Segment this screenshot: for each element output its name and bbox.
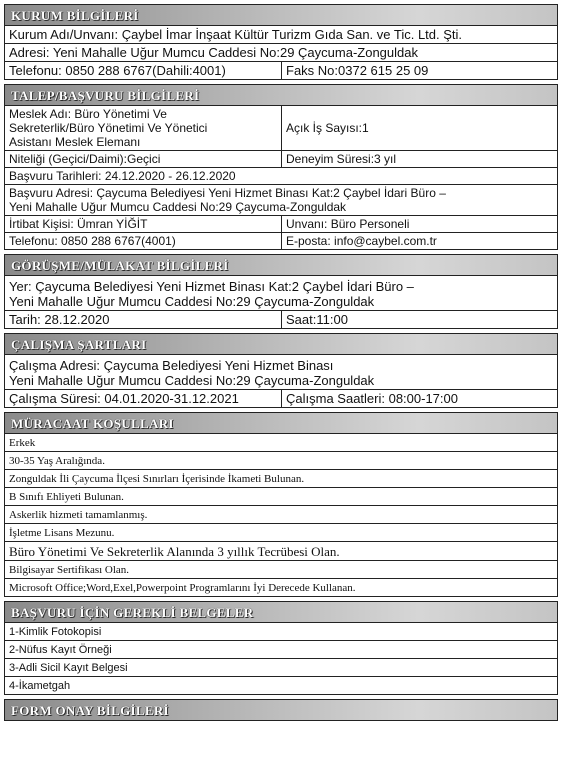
condition-text: İşletme Lisans Mezunu. (9, 527, 115, 539)
talep-eposta: E-posta: info@caybel.com.tr (281, 233, 557, 249)
job-posting-document (4, 4, 558, 721)
talep-telefon: Telefonu: 0850 288 6767(4001) (9, 234, 176, 248)
document-text: 2-Nüfus Kayıt Örneği (9, 644, 112, 656)
condition-text: Zonguldak İli Çaycuma İlçesi Sınırları İçerisinde İkameti Bulunan. (9, 473, 305, 485)
section-header-calisma (4, 333, 558, 355)
section-header-kurum (4, 4, 558, 26)
list-item (4, 524, 558, 542)
section-header-form-onay (4, 699, 558, 721)
yer-line: Yer: Çaycuma Belediyesi Yeni Hizmet Binası Kat:2 Çaybel İdari Büro – (9, 279, 414, 294)
table-row (4, 216, 558, 233)
talep-unvani: Unvanı: Büro Personeli (281, 216, 557, 232)
section-title: FORM ONAY BİLGİLERİ (11, 703, 169, 718)
list-item (4, 470, 558, 488)
condition-text: B Sınıfı Ehliyeti Bulunan. (9, 491, 124, 503)
talep-deneyim: Deneyim Süresi:3 yıl (281, 151, 557, 167)
yer-line: Yeni Mahalle Uğur Mumcu Caddesi No:29 Çaycuma-Zonguldak (9, 294, 375, 309)
section-header-belgeler (4, 601, 558, 623)
table-row (4, 390, 558, 408)
document-text: 4-İkametgah (9, 680, 71, 692)
talep-acik-is (281, 106, 557, 150)
list-item (4, 542, 558, 561)
table-row (4, 168, 558, 185)
section-header-gorusme (4, 254, 558, 276)
section-title: ÇALIŞMA ŞARTLARI (11, 337, 147, 352)
section-title: TALEP/BAŞVURU BİLGİLERİ (11, 88, 200, 103)
list-item (4, 641, 558, 659)
document-text: 3-Adli Sicil Kayıt Belgesi (9, 662, 128, 674)
adres-line: Yeni Mahalle Uğur Mumcu Caddesi No:29 Çaycuma-Zonguldak (9, 200, 347, 214)
kurum-unvan: Kurum Adı/Unvanı: Çaybel İmar İnşaat Kültür Turizm Gıda San. ve Tic. Ltd. Şti. (9, 27, 463, 42)
table-row (4, 62, 558, 80)
condition-text: Erkek (9, 437, 36, 449)
adres-line: Başvuru Adresi: Çaycuma Belediyesi Yeni Hizmet Binası Kat:2 Çaybel İdari Büro – (9, 186, 446, 200)
calisma-adres (5, 355, 557, 389)
section-header-talep (4, 84, 558, 106)
table-row (4, 26, 558, 44)
table-row (4, 44, 558, 62)
kurum-telefon: Telefonu: 0850 288 6767(Dahili:4001) (9, 63, 226, 78)
talep-tarihler: Başvuru Tarihleri: 24.12.2020 - 26.12.2020 (9, 169, 236, 183)
document-text: 1-Kimlik Fotokopisi (9, 626, 102, 638)
meslek-line: Asistanı Meslek Elemanı (9, 135, 141, 149)
table-row (4, 276, 558, 311)
table-row (4, 233, 558, 250)
list-item (4, 506, 558, 524)
condition-text: 30-35 Yaş Aralığında. (9, 455, 105, 467)
list-item (4, 677, 558, 695)
gorusme-saat: Saat:11:00 (281, 311, 557, 328)
talep-irtibat: İrtibat Kişisi: Ümran YİĞİT (9, 217, 148, 231)
table-row (4, 311, 558, 329)
kurum-adres: Adresi: Yeni Mahalle Uğur Mumcu Caddesi No:29 Çaycuma-Zonguldak (9, 45, 418, 60)
calisma-saatler: Çalışma Saatleri: 08:00-17:00 (281, 390, 557, 407)
section-header-muracaat (4, 412, 558, 434)
adres-line: Yeni Mahalle Uğur Mumcu Caddesi No:29 Çaycuma-Zonguldak (9, 373, 375, 388)
condition-text: Büro Yönetimi Ve Sekreterlik Alanında 3 yıllık Tecrübesi Olan. (9, 544, 340, 559)
list-item (4, 579, 558, 597)
talep-nitelik: Niteliği (Geçici/Daimi):Geçici (9, 152, 161, 166)
list-item (4, 623, 558, 641)
section-title: MÜRACAAT KOŞULLARI (11, 416, 174, 431)
table-row (4, 355, 558, 390)
gorusme-tarih: Tarih: 28.12.2020 (9, 312, 110, 327)
talep-adres (5, 185, 557, 215)
table-row (4, 151, 558, 168)
list-item (4, 434, 558, 452)
section-title: BAŞVURU İÇİN GEREKLİ BELGELER (11, 605, 254, 620)
section-title: KURUM BİLGİLERİ (11, 8, 139, 23)
kurum-faks: Faks No:0372 615 25 09 (281, 62, 557, 79)
section-title: GÖRÜŞME/MÜLAKAT BİLGİLERİ (11, 258, 229, 273)
condition-text: Bilgisayar Sertifikası Olan. (9, 564, 130, 576)
condition-text: Askerlik hizmeti tamamlanmış. (9, 509, 148, 521)
adres-line: Çalışma Adresi: Çaycuma Belediyesi Yeni Hizmet Binası (9, 358, 334, 373)
gorusme-yer (5, 276, 557, 310)
list-item (4, 488, 558, 506)
condition-text: Microsoft Office;Word,Exel,Powerpoint Programlarını İyi Derecede Kullanan. (9, 582, 356, 594)
acik-is-value: Açık İş Sayısı:1 (286, 121, 369, 135)
meslek-line: Sekreterlik/Büro Yönetimi Ve Yönetici (9, 121, 208, 135)
meslek-line: Meslek Adı: Büro Yönetimi Ve (9, 107, 167, 121)
table-row (4, 106, 558, 151)
list-item (4, 452, 558, 470)
list-item (4, 659, 558, 677)
table-row (4, 185, 558, 216)
list-item (4, 561, 558, 579)
talep-meslek (5, 106, 281, 150)
calisma-sure: Çalışma Süresi: 04.01.2020-31.12.2021 (9, 391, 239, 406)
